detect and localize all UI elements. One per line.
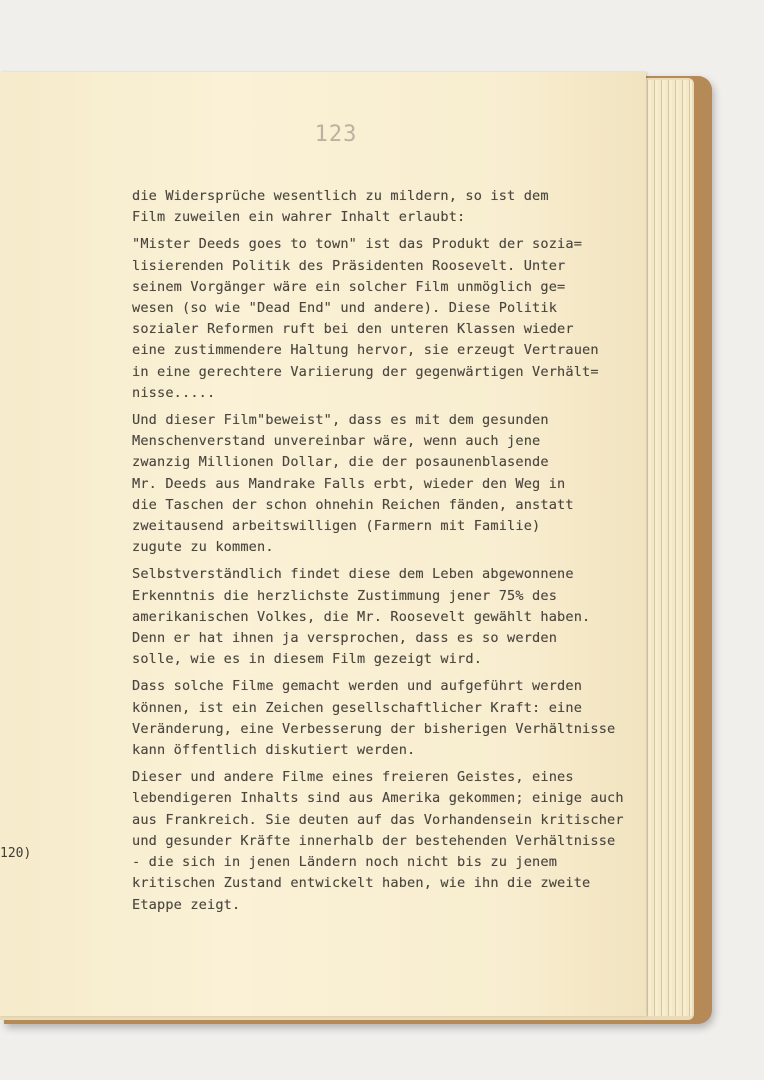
paragraph-6: Dieser und andere Filme eines freieren Geistes, eines lebendigeren Inhalts sind aus Amerika gekommen; einige auch aus Frankreich. Sie deuten auf das Vorhandensein kritischer und gesunder Kräfte innerhalb der bestehenden Verhältnisse - die sich in jenen Ländern noch nicht bis zu jenem kritischen Zustand entwickelt haben, wie ihn die zweite Etappe zeigt. [132,769,624,913]
paragraph-3: Und dieser Film"beweist", dass es mit dem gesunden Menschenverstand unvereinbar wäre, wenn auch jene zwanzig Millionen Dollar, die der posaunenblasende Mr. Deeds aus Mandrake Falls erbt, wieder den Weg in die Taschen der schon ohnehin Reichen fänden, anstatt zweitausend arbeitswilligen (Farmern mit Familie) zugute zu kommen. [132,412,574,556]
paragraph-1: die Widersprüche wesentlich zu mildern, so ist dem Film zuweilen ein wahrer Inhalt erlaubt: [132,188,549,226]
paragraph-2: "Mister Deeds goes to town" ist das Produkt der sozia= lisierenden Politik des Präsidenten Roosevelt. Unter seinem Vorgänger wäre ein solcher Film unmöglich ge= wesen (so wie "Dead End" und andere). Diese Politik sozialer Reformen ruft bei den unteren Klassen wieder eine zustimmendere Haltung hervor, sie erzeugt Vertrauen in eine gerechtere Variierung der gegenwärtigen Verhält= nisse..... [132,236,599,401]
page-edges [644,80,692,1016]
page-body [132,186,644,922]
paragraph-4: Selbstverständlich findet diese dem Leben abgewonnene Erkenntnis die herzlichste Zustimmung jener 75% des amerikanischen Volkes, die Mr. Roosevelt gewählt haben. Denn er hat ihnen ja versprochen, dass es so werden solle, wie es in diesem Film gezeigt wird. [132,566,591,668]
page-number: 123 [314,122,358,147]
paragraph-5: Dass solche Filme gemacht werden und aufgeführt werden können, ist ein Zeichen gesellschaftlicher Kraft: eine Veränderung, eine Verbesserung der bisherigen Verhältnisse kann öffentlich diskutiert werden. [132,678,616,759]
margin-footnote-ref: 120) [0,846,32,861]
